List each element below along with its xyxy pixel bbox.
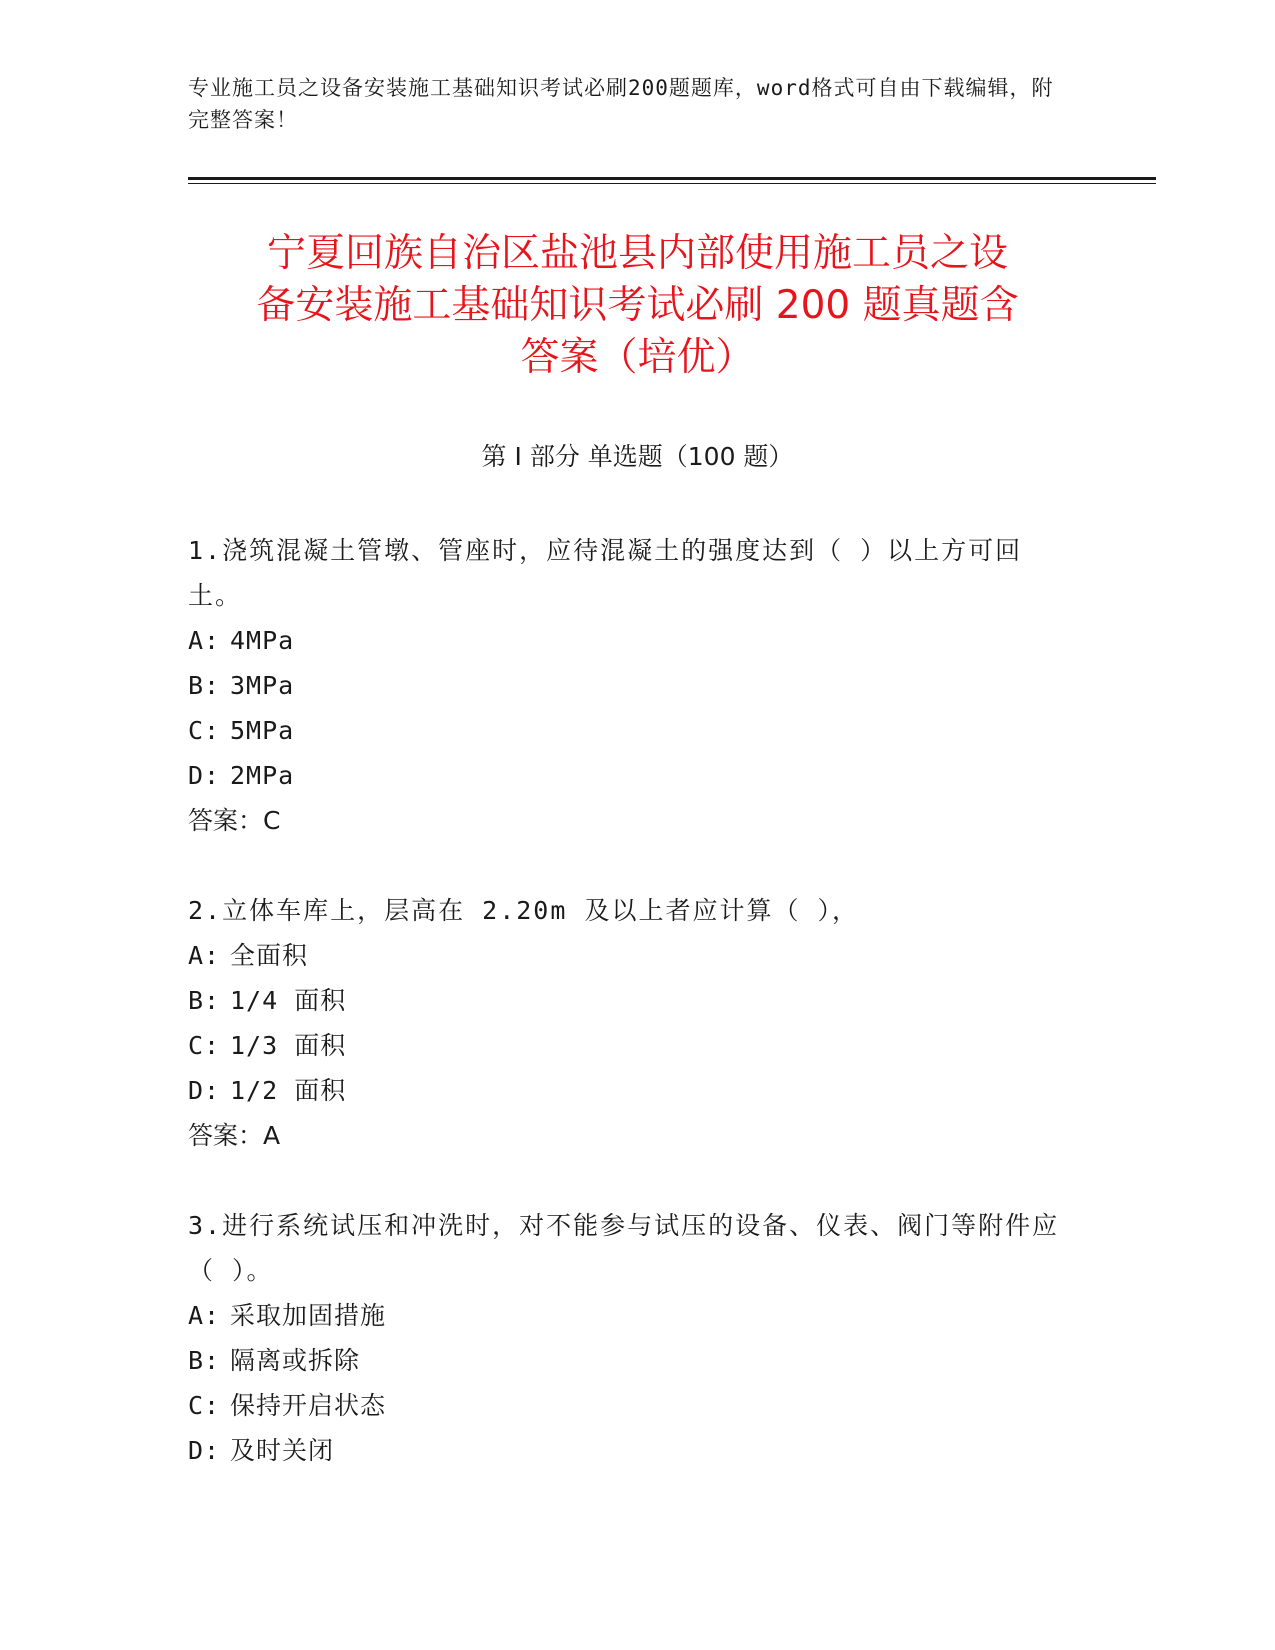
option-value: 1/2 面积 bbox=[230, 1076, 347, 1105]
option-b bbox=[188, 978, 1068, 1023]
option-value: 5MPa bbox=[230, 716, 295, 745]
option-d bbox=[188, 753, 1068, 798]
option-value: 4MPa bbox=[230, 626, 295, 655]
option-key: C: bbox=[188, 1391, 221, 1420]
option-key: C: bbox=[188, 716, 221, 745]
option-value: 全面积 bbox=[230, 941, 309, 970]
question-3 bbox=[188, 1203, 1068, 1473]
option-key: D: bbox=[188, 761, 221, 790]
option-b bbox=[188, 663, 1068, 708]
page-header: 专业施工员之设备安装施工基础知识考试必刷200题题库，word格式可自由下载编辑，附完整答案！ bbox=[188, 76, 1054, 132]
option-value: 2MPa bbox=[230, 761, 295, 790]
option-c bbox=[188, 1383, 1068, 1428]
option-key: D: bbox=[188, 1076, 221, 1105]
document-title bbox=[150, 228, 1125, 384]
option-a bbox=[188, 933, 1068, 978]
option-b bbox=[188, 1338, 1068, 1383]
option-key: D: bbox=[188, 1436, 221, 1465]
question-text: 1.浇筑混凝土管墩、管座时，应待混凝土的强度达到（ ）以上方可回土。 bbox=[188, 536, 1023, 610]
option-c bbox=[188, 708, 1068, 753]
question-text: 3.进行系统试压和冲洗时，对不能参与试压的设备、仪表、阀门等附件应（ ）。 bbox=[188, 1211, 1060, 1285]
question-text: 2.立体车库上，层高在 2.20m 及以上者应计算（ ）， bbox=[188, 896, 860, 925]
option-key: B: bbox=[188, 986, 221, 1015]
answer: 答案：A bbox=[188, 1121, 281, 1150]
question-list bbox=[188, 528, 1068, 1518]
option-value: 隔离或拆除 bbox=[230, 1346, 361, 1375]
option-key: A: bbox=[188, 1301, 221, 1330]
question-2 bbox=[188, 888, 1068, 1158]
option-key: C: bbox=[188, 1031, 221, 1060]
title-line-2: 备安装施工基础知识考试必刷 200 题真题含 bbox=[256, 283, 1019, 328]
option-value: 保持开启状态 bbox=[230, 1391, 387, 1420]
option-value: 1/3 面积 bbox=[230, 1031, 347, 1060]
option-value: 及时关闭 bbox=[230, 1436, 335, 1465]
option-d bbox=[188, 1428, 1068, 1473]
option-key: B: bbox=[188, 1346, 221, 1375]
section-heading: 第 I 部分 单选题（100 题） bbox=[481, 442, 794, 471]
option-value: 1/4 面积 bbox=[230, 986, 347, 1015]
question-1 bbox=[188, 528, 1068, 843]
option-value: 3MPa bbox=[230, 671, 295, 700]
title-line-3: 答案（培优） bbox=[520, 335, 755, 380]
option-key: A: bbox=[188, 941, 221, 970]
answer: 答案：C bbox=[188, 806, 281, 835]
option-key: B: bbox=[188, 671, 221, 700]
title-line-1: 宁夏回族自治区盐池县内部使用施工员之设 bbox=[266, 231, 1008, 276]
option-c bbox=[188, 1023, 1068, 1068]
option-a bbox=[188, 1293, 1068, 1338]
option-a bbox=[188, 618, 1068, 663]
header-rule-thin bbox=[188, 183, 1156, 184]
header-rule-thick bbox=[188, 177, 1156, 180]
option-d bbox=[188, 1068, 1068, 1113]
option-value: 采取加固措施 bbox=[230, 1301, 387, 1330]
option-key: A: bbox=[188, 626, 221, 655]
